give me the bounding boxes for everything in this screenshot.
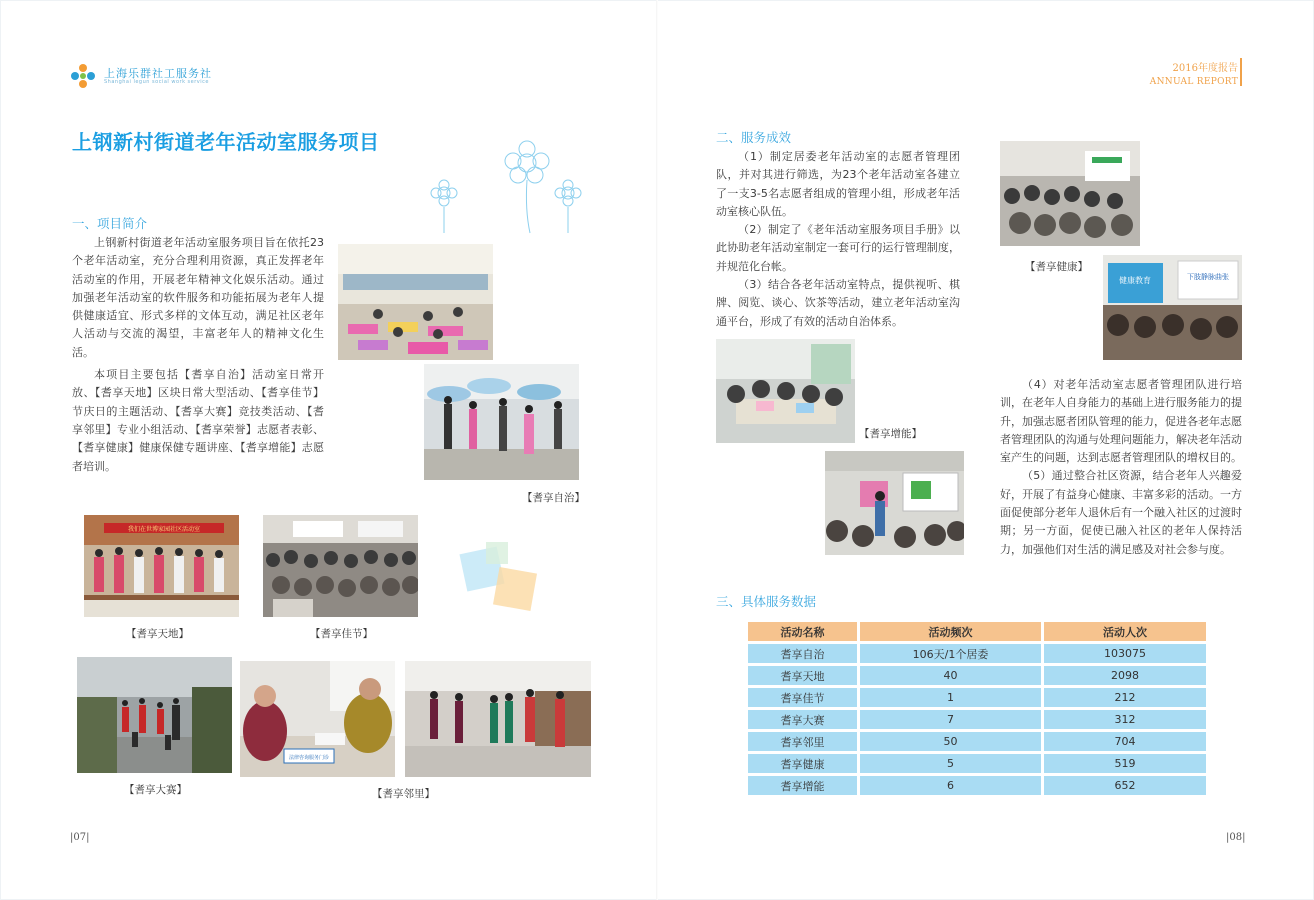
section1-heading: 一、项目简介 bbox=[72, 216, 148, 231]
table-cell: 103075 bbox=[1044, 644, 1206, 663]
table-cell: 212 bbox=[1044, 688, 1206, 707]
table-header-name: 活动名称 bbox=[748, 622, 857, 641]
caption-zengneng: 【耆享增能】 bbox=[859, 428, 922, 440]
table-cell: 519 bbox=[1044, 754, 1206, 773]
caption-jiajie: 【耆享佳节】 bbox=[310, 628, 373, 640]
section2-paragraph: （4）对老年活动室志愿者管理团队进行培训，在老年人自身能力的基础上进行服务能力的提升，加强志愿者团队管理的能力，促进各老年志愿者管理团队的沟通与处理问题能力，解决老年活动室产生的问题，达到志愿者管理团队的增权目的。 bbox=[1000, 378, 1242, 465]
table-row bbox=[748, 688, 1206, 707]
table-row bbox=[748, 754, 1206, 773]
table-cell: 312 bbox=[1044, 710, 1206, 729]
sign-text: 法律咨询服务门诊 bbox=[288, 755, 330, 761]
table-cell: 耆享佳节 bbox=[748, 688, 857, 707]
poster-text: 健康教育 bbox=[1119, 276, 1151, 285]
photo-umbrella-dance bbox=[424, 364, 579, 480]
screen-text: 下肢静脉曲张 bbox=[1187, 273, 1229, 281]
table-cell: 7 bbox=[860, 710, 1041, 729]
table-cell: 耆享大赛 bbox=[748, 710, 857, 729]
photo-consultation bbox=[240, 661, 395, 777]
table-row bbox=[748, 710, 1206, 729]
section2-paragraph: （1）制定居委老年活动室的志愿者管理团队，并对其进行筛选，为23个老年活动室各建立了一支3-5名志愿者组成的管理小组，形成老年活动室核心队伍。 bbox=[716, 150, 960, 218]
table-cell: 耆享天地 bbox=[748, 666, 857, 685]
page-gutter bbox=[656, 0, 658, 900]
photo-group-banner bbox=[84, 515, 239, 617]
table-row bbox=[748, 666, 1206, 685]
table-row bbox=[748, 644, 1206, 663]
photo-training-projector bbox=[825, 451, 964, 555]
photo-volunteer-training bbox=[716, 339, 855, 443]
table-cell: 652 bbox=[1044, 776, 1206, 795]
table-row bbox=[748, 732, 1206, 751]
table-cell: 耆享增能 bbox=[748, 776, 857, 795]
table-header-row bbox=[748, 622, 1206, 641]
caption-linli: 【耆享邻里】 bbox=[372, 788, 435, 800]
section2-paragraph: （3）结合各老年活动室特点，提供视听、棋牌、阅览、谈心、饮茶等活动，建立老年活动室沟通平台，形成了有效的活动自治体系。 bbox=[716, 278, 960, 328]
photo-festival-crowd bbox=[263, 515, 418, 617]
table-cell: 1 bbox=[860, 688, 1041, 707]
table-cell: 耆享健康 bbox=[748, 754, 857, 773]
photo-walking-race bbox=[77, 657, 232, 773]
table-cell: 耆享邻里 bbox=[748, 732, 857, 751]
section1-paragraph: 本项目主要包括【耆享自治】活动室日常开放、【耆享天地】区块日常大型活动、【耆享佳节】节庆日的主题活动、【耆享大赛】竞技类活动、【耆享邻里】专业小组活动、【耆享荣誉】志愿者表彰、【耆享健康】健康保健专题讲座、【耆享增能】志愿者培训。 bbox=[72, 368, 324, 473]
org-name-en: Shanghai legun social work service bbox=[104, 79, 209, 85]
page-number-right: |08| bbox=[1226, 832, 1246, 843]
table-cell: 5 bbox=[860, 754, 1041, 773]
page-number-left: |07| bbox=[70, 832, 90, 843]
table-cell: 50 bbox=[860, 732, 1041, 751]
section2-body-bottom bbox=[1000, 376, 1242, 559]
section2-paragraph: （2）制定了《老年活动室服务项目手册》以此协助老年活动室制定一套可行的运行管理制度，并规范化台帐。 bbox=[716, 223, 960, 273]
table-cell: 40 bbox=[860, 666, 1041, 685]
report-subtitle: ANNUAL REPORT bbox=[1149, 77, 1238, 87]
section2-body-top bbox=[716, 148, 960, 331]
report-label bbox=[1150, 59, 1238, 87]
table-cell: 106天/1个居委 bbox=[860, 644, 1041, 663]
photo-yoga-room bbox=[338, 244, 493, 360]
table-row bbox=[748, 776, 1206, 795]
caption-tiandi: 【耆享天地】 bbox=[126, 628, 189, 640]
caption-zizhi: 【耆享自治】 bbox=[522, 492, 585, 504]
report-year: 2016年度报告 bbox=[1172, 63, 1238, 74]
flower-decoration bbox=[420, 135, 590, 235]
photo-qipao-show bbox=[405, 661, 591, 777]
table-cell: 2098 bbox=[1044, 666, 1206, 685]
section1-body bbox=[72, 234, 324, 476]
caption-dasai: 【耆享大赛】 bbox=[124, 784, 187, 796]
page-title: 上钢新村街道老年活动室服务项目 bbox=[72, 130, 380, 154]
banner-text: 我们在世博家园社区活动室 bbox=[127, 526, 201, 533]
table-header-frequency: 活动频次 bbox=[860, 622, 1041, 641]
section1-paragraph: 上钢新村街道老年活动室服务项目旨在依托23个老年活动室，充分合理利用资源，真正发挥老年活动室的作用，开展老年精神文化娱乐活动。通过加强老年活动室的软件服务和功能拓展为老年人提供健康适宜、形式多样的文体互动，满足社区老年人活动与交流的渴望，丰富老年人的精神文化生活。 bbox=[72, 236, 324, 359]
table-cell: 耆享自治 bbox=[748, 644, 857, 663]
service-data-table bbox=[745, 619, 1209, 798]
photo-lecture-screen bbox=[1103, 255, 1242, 360]
table-header-attendance: 活动人次 bbox=[1044, 622, 1206, 641]
photo-health-lecture bbox=[1000, 141, 1140, 246]
table-cell: 704 bbox=[1044, 732, 1206, 751]
report-accent-bar bbox=[1240, 58, 1242, 86]
section3-heading: 三、具体服务数据 bbox=[716, 594, 817, 609]
decorative-squares bbox=[458, 540, 543, 615]
caption-jiankang: 【耆享健康】 bbox=[1025, 261, 1088, 273]
table-cell: 6 bbox=[860, 776, 1041, 795]
logo-icon bbox=[70, 63, 96, 89]
section2-heading: 二、服务成效 bbox=[716, 130, 792, 145]
org-name: 上海乐群社工服务社 bbox=[104, 67, 212, 80]
section2-paragraph: （5）通过整合社区资源，结合老年人兴趣爱好，开展了有益身心健康、丰富多彩的活动。一方面促使部分老年人退休后有一个融入社区的过渡时期；另一方面，促使已融入社区的老年人保持活力，加强他们对生活的满足感及对社会参与度。 bbox=[1000, 469, 1242, 556]
